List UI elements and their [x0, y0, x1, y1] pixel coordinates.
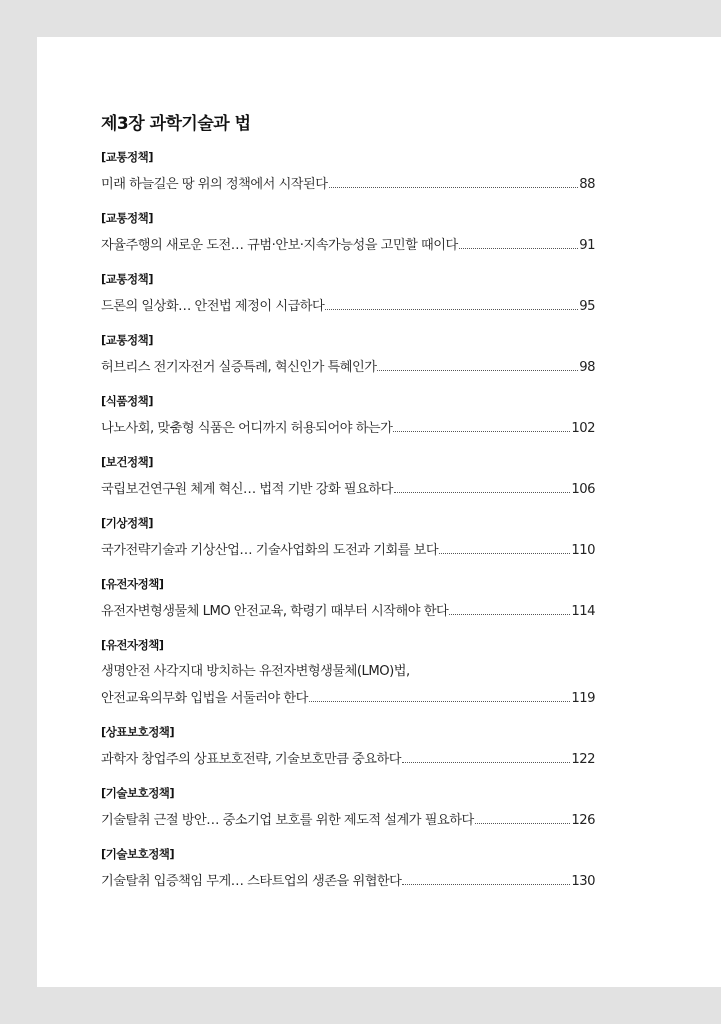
- entry-title: 국립보건연구원 체계 혁신… 법적 기반 강화 필요하다: [101, 482, 393, 497]
- toc-entry: [101, 846, 595, 891]
- entry-page-number: 110: [571, 543, 595, 558]
- table-of-contents: [101, 149, 595, 891]
- dot-leader: [439, 540, 570, 554]
- toc-entry: [101, 576, 595, 621]
- dot-leader: [402, 871, 570, 885]
- entry-title-first-line: 생명안전 사각지대 방치하는 유전자변형생물체(LMO)법,: [101, 664, 410, 679]
- dot-leader: [329, 174, 579, 188]
- toc-entry: [101, 785, 595, 830]
- entry-page-number: 88: [579, 177, 595, 192]
- dot-leader: [459, 235, 578, 249]
- dot-leader: [475, 810, 571, 824]
- toc-entry: [101, 271, 595, 316]
- entry-title: 국가전략기술과 기상산업… 기술사업화의 도전과 기회를 보다: [101, 543, 439, 558]
- entry-page-number: 106: [571, 482, 595, 497]
- entry-category: [기술보호정책]: [101, 847, 175, 861]
- entry-title: 허브리스 전기자전거 실증특례, 혁신인가 특혜인가: [101, 360, 377, 375]
- entry-title: 드론의 일상화… 안전법 제정이 시급하다: [101, 299, 325, 314]
- entry-page-number: 98: [579, 360, 595, 375]
- entry-line[interactable]: [101, 418, 595, 438]
- entry-category: [상표보호정책]: [101, 725, 175, 739]
- entry-page-number: 119: [571, 691, 595, 706]
- entry-line[interactable]: [101, 479, 595, 499]
- book-page: [37, 37, 721, 987]
- toc-entry: [101, 515, 595, 560]
- dot-leader: [394, 479, 570, 493]
- entry-category: [식품정책]: [101, 394, 153, 408]
- entry-page-number: 114: [571, 604, 595, 619]
- entry-title: 자율주행의 새로운 도전… 규범·안보·지속가능성을 고민할 때이다: [101, 238, 458, 253]
- entry-category: [유전자정책]: [101, 577, 164, 591]
- toc-entry: [101, 454, 595, 499]
- entry-title: 안전교육의무화 입법을 서둘러야 한다: [101, 691, 308, 706]
- toc-entry: [101, 332, 595, 377]
- entry-line[interactable]: [101, 540, 595, 560]
- entry-line[interactable]: [101, 871, 595, 891]
- entry-page-number: 130: [571, 874, 595, 889]
- entry-line[interactable]: [101, 296, 595, 316]
- entry-title: 유전자변형생물체 LMO 안전교육, 학령기 때부터 시작해야 한다: [101, 604, 449, 619]
- dot-leader: [449, 601, 570, 615]
- entry-title: 과학자 창업주의 상표보호전략, 기술보호만큼 중요하다: [101, 752, 401, 767]
- toc-entry: [101, 210, 595, 255]
- entry-line[interactable]: [101, 235, 595, 255]
- entry-title: 기술탈취 근절 방안… 중소기업 보호를 위한 제도적 설계가 필요하다: [101, 813, 474, 828]
- entry-category: [교통정책]: [101, 333, 153, 347]
- dot-leader: [325, 296, 578, 310]
- entry-category: [기술보호정책]: [101, 786, 175, 800]
- entry-category: [유전자정책]: [101, 638, 164, 652]
- toc-entry: [101, 724, 595, 769]
- entry-line[interactable]: [101, 357, 595, 377]
- toc-entry: [101, 149, 595, 194]
- entry-category: [보건정책]: [101, 455, 153, 469]
- entry-category: [교통정책]: [101, 211, 153, 225]
- entry-category: [교통정책]: [101, 272, 153, 286]
- entry-title: 기술탈취 입증책임 무게… 스타트업의 생존을 위협한다: [101, 874, 402, 889]
- entry-page-number: 95: [579, 299, 595, 314]
- entry-line[interactable]: [101, 174, 595, 194]
- dot-leader: [309, 688, 570, 702]
- entry-category: [교통정책]: [101, 150, 153, 164]
- dot-leader: [377, 357, 578, 371]
- toc-entry: [101, 637, 595, 708]
- entry-title: 나노사회, 맞춤형 식품은 어디까지 허용되어야 하는가: [101, 421, 393, 436]
- entry-line[interactable]: [101, 601, 595, 621]
- entry-page-number: 91: [579, 238, 595, 253]
- entry-page-number: 122: [571, 752, 595, 767]
- entry-line[interactable]: [101, 810, 595, 830]
- entry-line[interactable]: [101, 749, 595, 769]
- entry-title-line-1[interactable]: [101, 662, 595, 682]
- chapter-title: 제3장 과학기술과 법: [101, 114, 251, 134]
- entry-page-number: 126: [571, 813, 595, 828]
- toc-entry: [101, 393, 595, 438]
- entry-title: 미래 하늘길은 땅 위의 정책에서 시작된다: [101, 177, 328, 192]
- entry-page-number: 102: [571, 421, 595, 436]
- entry-category: [기상정책]: [101, 516, 153, 530]
- entry-line[interactable]: [101, 688, 595, 708]
- dot-leader: [393, 418, 570, 432]
- dot-leader: [402, 749, 570, 763]
